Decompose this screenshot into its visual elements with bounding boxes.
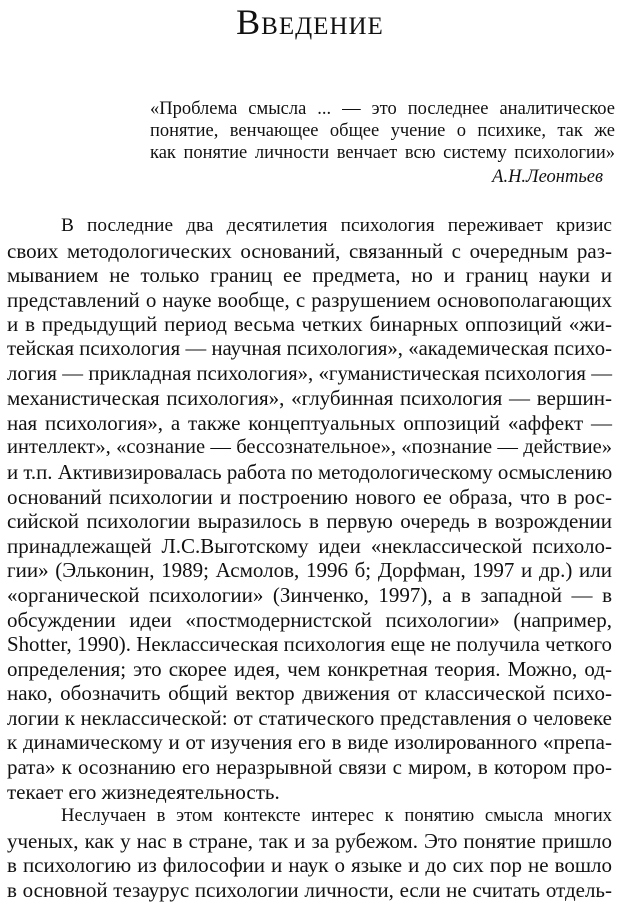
body-line: оснований психологии и построению нового ее образа, что в рос- (7, 484, 612, 509)
body-line: Неслучаен в этом контексте интерес к понятию смысла многих (61, 805, 612, 827)
body-line: к динамическому и от изучения его в виде изолированного «препа- (7, 730, 612, 755)
epigraph-line: как понятие личности венчает всю систему психологии» (150, 143, 615, 163)
body-line: ученых, как у нас в стране, так и за рубежом. Это понятие пришло (7, 828, 612, 853)
epigraph-author: А.Н.Леонтьев (492, 167, 603, 187)
body-line: в основной тезаурус психологии личности, если не считать отдель- (7, 878, 612, 903)
body-line: логии к неклассической: от статического представления о человеке (7, 705, 612, 730)
body-line: рата» к осознанию его неразрывной связи с миром, в котором про- (7, 755, 612, 780)
body-line: В последние два десятилетия психология переживает кризис (61, 215, 612, 236)
body-line: мыванием не только границ ее предмета, но и границ науки и (7, 263, 612, 288)
body-line: нако, обозначить общий вектор движения от классической психо- (7, 681, 612, 706)
body-line: интеллект», «сознание — бессознательное», «познание — действие» (7, 436, 612, 459)
epigraph (150, 98, 615, 164)
body-line: ная психология», а также концептуальных оппозиций «аффект — (7, 410, 612, 435)
body-line: логия — прикладная психология», «гуманистическая психология — (7, 361, 612, 385)
body-line: представлений о науке вообще, с разрушением основополагающих (7, 287, 612, 312)
body-line: и в предыдущий период весьма четких бинарных оппозиций «жи- (7, 312, 612, 337)
body-line: «органической психологии» (Зинченко, 1997), а в западной — в (7, 582, 612, 607)
body-line: обсуждении идеи «постмодернистской психологии» (например, (7, 607, 612, 632)
body-line: принадлежащей Л.С.Выготскому идеи «неклассической психоло- (7, 533, 612, 558)
body-line: в психологию из философии и наук о языке и до сих пор не вошло (7, 853, 612, 878)
body-line: определения; это скорее идея, чем конкретная теория. Можно, од- (7, 656, 612, 681)
epigraph-line: «Проблема смысла ... — это последнее аналитическое (150, 99, 615, 119)
chapter-title: Введение (236, 2, 384, 42)
body-line: тейская психология — научная психология», «академическая психо- (7, 337, 612, 360)
body-line: гии» (Эльконин, 1989; Асмолов, 1996 б; Дорфман, 1997 и др.) или (7, 558, 612, 583)
body-line: механистическая психология», «глубинная психология — вершин- (7, 386, 612, 411)
body-line: своих методологических оснований, связанный с очередным раз- (7, 238, 612, 263)
body-text (7, 214, 612, 903)
body-line: и т.п. Активизировалась работа по методологическому осмыслению (7, 459, 613, 484)
body-line: Shotter, 1990). Неклассическая психология еще не получила четкого (7, 632, 612, 657)
epigraph-line: понятие, венчающее общее учение о психике, так же (150, 121, 615, 141)
body-line: текает его жизнедеятельность. (7, 779, 280, 804)
body-line: сийской психологии выразилось в первую очередь в возрождении (7, 509, 612, 534)
